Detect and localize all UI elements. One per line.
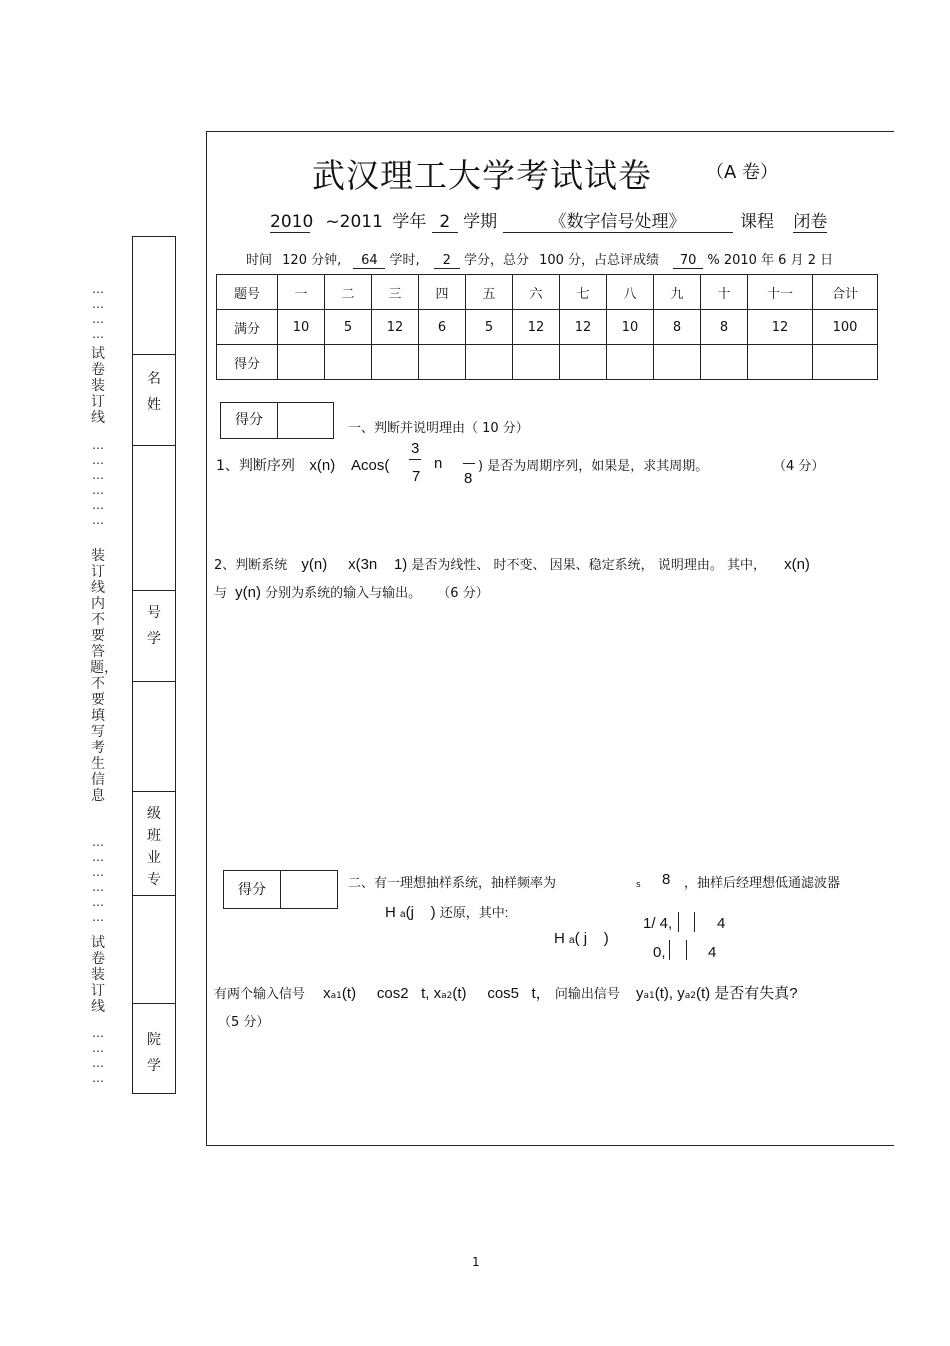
question-1 bbox=[216, 455, 389, 475]
section2-heading: 二、有一理想抽样系统，抽样频率为 bbox=[348, 876, 557, 891]
percent-value: 70 bbox=[673, 253, 703, 269]
exam-date: % 2010 年 6 月 2 日 bbox=[707, 253, 834, 268]
score-cell[interactable] bbox=[278, 345, 325, 380]
section2-score-box bbox=[223, 870, 338, 909]
name-label: 名姓 bbox=[147, 371, 161, 413]
header-cell: 六 bbox=[513, 275, 560, 310]
course-name: 《数字信号处理》 bbox=[503, 207, 733, 233]
header-cell: 三 bbox=[372, 275, 419, 310]
divider bbox=[133, 895, 175, 896]
q1-prefix: 1、判断序列 bbox=[216, 458, 295, 474]
ha-subscript: a bbox=[400, 909, 406, 920]
full-mark-cell: 10 bbox=[607, 310, 654, 345]
credits-value: 2 bbox=[434, 253, 460, 269]
row-label: 满分 bbox=[217, 310, 278, 345]
section2-points: （5 分） bbox=[218, 1015, 270, 1030]
full-mark-cell: 12 bbox=[513, 310, 560, 345]
ask-text: 问输出信号 bbox=[554, 987, 620, 1002]
case-1-cond: 4 bbox=[717, 915, 726, 932]
x2-subscript: a2 bbox=[441, 991, 453, 1001]
q2-text: 是否为线性、 时不变、 因果、稳定系统， 说明理由。 其中， bbox=[411, 558, 766, 573]
score-cell[interactable] bbox=[372, 345, 419, 380]
q1-math: x(n) Acos( bbox=[309, 457, 390, 474]
score-cell[interactable] bbox=[607, 345, 654, 380]
time-value: 120 分钟, bbox=[282, 253, 342, 268]
student-info-box bbox=[132, 236, 176, 1094]
score-cell[interactable] bbox=[748, 345, 813, 380]
case-1-bar2 bbox=[694, 912, 695, 932]
y1-subscript: a1 bbox=[643, 991, 655, 1001]
header-cell: 十一 bbox=[748, 275, 813, 310]
score-cell[interactable] bbox=[325, 345, 372, 380]
fs-subscript: s bbox=[636, 880, 641, 890]
ha-restore-text: 还原，其中: bbox=[439, 905, 509, 920]
score-table bbox=[216, 274, 878, 380]
case-2-bar bbox=[669, 940, 670, 960]
score-cell[interactable] bbox=[560, 345, 607, 380]
ha-symbol: H bbox=[385, 904, 396, 921]
section2-inputs bbox=[214, 982, 798, 1003]
x1-subscript: a1 bbox=[330, 991, 342, 1001]
margin-dots-mid: … … … … … … bbox=[92, 438, 104, 527]
divider bbox=[133, 354, 175, 355]
hours-value: 64 bbox=[353, 253, 385, 269]
header-cell: 九 bbox=[654, 275, 701, 310]
q1-points: （4 分） bbox=[773, 459, 825, 474]
margin-text-no-answer: 装订线内不要答题，不要填写考生信息 bbox=[90, 548, 118, 804]
score-cell[interactable] bbox=[701, 345, 748, 380]
x2-symbol: x bbox=[433, 985, 442, 1002]
case-2-bar2 bbox=[686, 940, 687, 960]
course-label: 课程 bbox=[739, 212, 774, 232]
time-label: 时间 bbox=[246, 253, 273, 268]
score-cell[interactable] bbox=[513, 345, 560, 380]
header-cell: 五 bbox=[466, 275, 513, 310]
margin-text-binding-line-2: 试卷装订线 bbox=[91, 935, 105, 1015]
score-entry[interactable] bbox=[278, 403, 333, 438]
divider bbox=[133, 791, 175, 792]
question-2-line2 bbox=[214, 582, 489, 601]
college-label: 院学 bbox=[147, 1032, 161, 1074]
score-label: 得分 bbox=[224, 871, 281, 908]
fs-value: 8 bbox=[662, 871, 671, 888]
header-cell: 一 bbox=[278, 275, 325, 310]
exam-title: 武汉理工大学考试试卷 bbox=[312, 156, 652, 195]
score-cell[interactable] bbox=[813, 345, 878, 380]
q2-io: 分别为系统的输入与输出。 bbox=[265, 586, 422, 601]
year-label: 学年 bbox=[392, 212, 427, 232]
ha2-subscript: a bbox=[569, 935, 575, 946]
page-number: 1 bbox=[472, 1255, 480, 1269]
header-cell: 合计 bbox=[813, 275, 878, 310]
header-cell: 八 bbox=[607, 275, 654, 310]
q2-with: 与 bbox=[214, 586, 228, 601]
score-label: 得分 bbox=[221, 403, 278, 438]
full-mark-cell: 6 bbox=[419, 310, 466, 345]
hours-label: 学时, bbox=[389, 253, 420, 268]
case-1-bar bbox=[678, 912, 679, 932]
q1-frac2-den: 8 bbox=[464, 470, 473, 487]
info-line bbox=[246, 249, 833, 269]
score-cell[interactable] bbox=[466, 345, 513, 380]
margin-dots-top: … … … … bbox=[92, 282, 104, 341]
q2-xn: x(n) bbox=[784, 556, 810, 573]
class-label: 级班业专 bbox=[147, 806, 161, 888]
margin-dots-mid2: … … … … … … bbox=[92, 835, 104, 924]
total-value: 100 分，占总评成绩 bbox=[539, 253, 660, 268]
divider bbox=[133, 445, 175, 446]
q1-n: n bbox=[434, 455, 443, 472]
x1-symbol: x bbox=[323, 985, 331, 1002]
q2-prefix: 2、判断系统 bbox=[214, 558, 288, 573]
score-entry[interactable] bbox=[281, 871, 337, 908]
credits-label: 学分，总分 bbox=[463, 253, 529, 268]
full-mark-cell: 8 bbox=[701, 310, 748, 345]
row-label: 题号 bbox=[217, 275, 278, 310]
header-cell: 二 bbox=[325, 275, 372, 310]
x1-expr: (t) cos2 t, bbox=[341, 985, 430, 1002]
paper-type: （A 卷） bbox=[706, 162, 779, 183]
full-mark-cell: 12 bbox=[372, 310, 419, 345]
q2-yn: y(n) bbox=[235, 584, 261, 601]
term: 2 bbox=[432, 212, 458, 233]
full-mark-cell: 5 bbox=[466, 310, 513, 345]
ha2-symbol: H bbox=[554, 930, 565, 947]
row-label: 得分 bbox=[217, 345, 278, 380]
table-row-headers bbox=[217, 275, 878, 310]
question-2-line1 bbox=[214, 554, 810, 573]
q1-frac-num: 3 bbox=[411, 440, 420, 457]
q1-frac2-bar bbox=[463, 463, 475, 464]
full-mark-cell: 5 bbox=[325, 310, 372, 345]
y-symbol: y bbox=[635, 985, 644, 1002]
y-mid: (t), y bbox=[654, 985, 685, 1002]
case-2-cond: 4 bbox=[708, 944, 717, 961]
input-text: 有两个输入信号 bbox=[214, 987, 306, 1002]
divider bbox=[133, 681, 175, 682]
x2-expr: (t) cos5 t， bbox=[452, 985, 551, 1002]
ha-arg: (j ) bbox=[405, 904, 436, 921]
q2-points: （6 分） bbox=[437, 586, 489, 601]
table-row-scores bbox=[217, 345, 878, 380]
case-1-value: 1/ 4, bbox=[643, 915, 673, 932]
section1-heading: 一、判断并说明理由（ 10 分） bbox=[348, 421, 529, 436]
score-cell[interactable] bbox=[654, 345, 701, 380]
q1-suffix: ) 是否为周期序列，如果是，求其周期。 bbox=[478, 459, 709, 474]
ha-line bbox=[385, 902, 508, 921]
section1-score-box bbox=[220, 402, 334, 439]
year-start: 2010 bbox=[270, 212, 314, 232]
table-row-full-marks bbox=[217, 310, 878, 345]
divider bbox=[133, 1003, 175, 1004]
student-id-label: 号学 bbox=[147, 605, 161, 647]
section2-heading-tail: ，抽样后经理想低通滤波器 bbox=[684, 876, 841, 891]
margin-dots-bottom: … … … … bbox=[92, 1026, 104, 1085]
term-label: 学期 bbox=[463, 212, 498, 232]
score-cell[interactable] bbox=[419, 345, 466, 380]
ha2-arg: ( j ) bbox=[574, 930, 609, 947]
q1-frac-den: 7 bbox=[412, 468, 421, 485]
full-mark-cell: 100 bbox=[813, 310, 878, 345]
ha-definition bbox=[554, 930, 609, 947]
header-cell: 十 bbox=[701, 275, 748, 310]
header-cell: 七 bbox=[560, 275, 607, 310]
margin-text-binding-line-1: 试卷装订线 bbox=[91, 346, 105, 426]
q2-math: y(n) x(3n 1) bbox=[301, 556, 408, 573]
full-mark-cell: 12 bbox=[560, 310, 607, 345]
y2-subscript: a2 bbox=[684, 991, 696, 1001]
header-cell: 四 bbox=[419, 275, 466, 310]
y-end: (t) 是否有失真? bbox=[695, 985, 798, 1002]
course-line bbox=[270, 207, 827, 233]
exam-type: 闭卷 bbox=[793, 207, 827, 233]
full-mark-cell: 12 bbox=[748, 310, 813, 345]
year-sep: ~2011 bbox=[325, 212, 383, 232]
case-2-value: 0, bbox=[653, 944, 666, 961]
q1-frac-bar bbox=[409, 459, 421, 460]
divider bbox=[133, 590, 175, 591]
full-mark-cell: 10 bbox=[278, 310, 325, 345]
full-mark-cell: 8 bbox=[654, 310, 701, 345]
